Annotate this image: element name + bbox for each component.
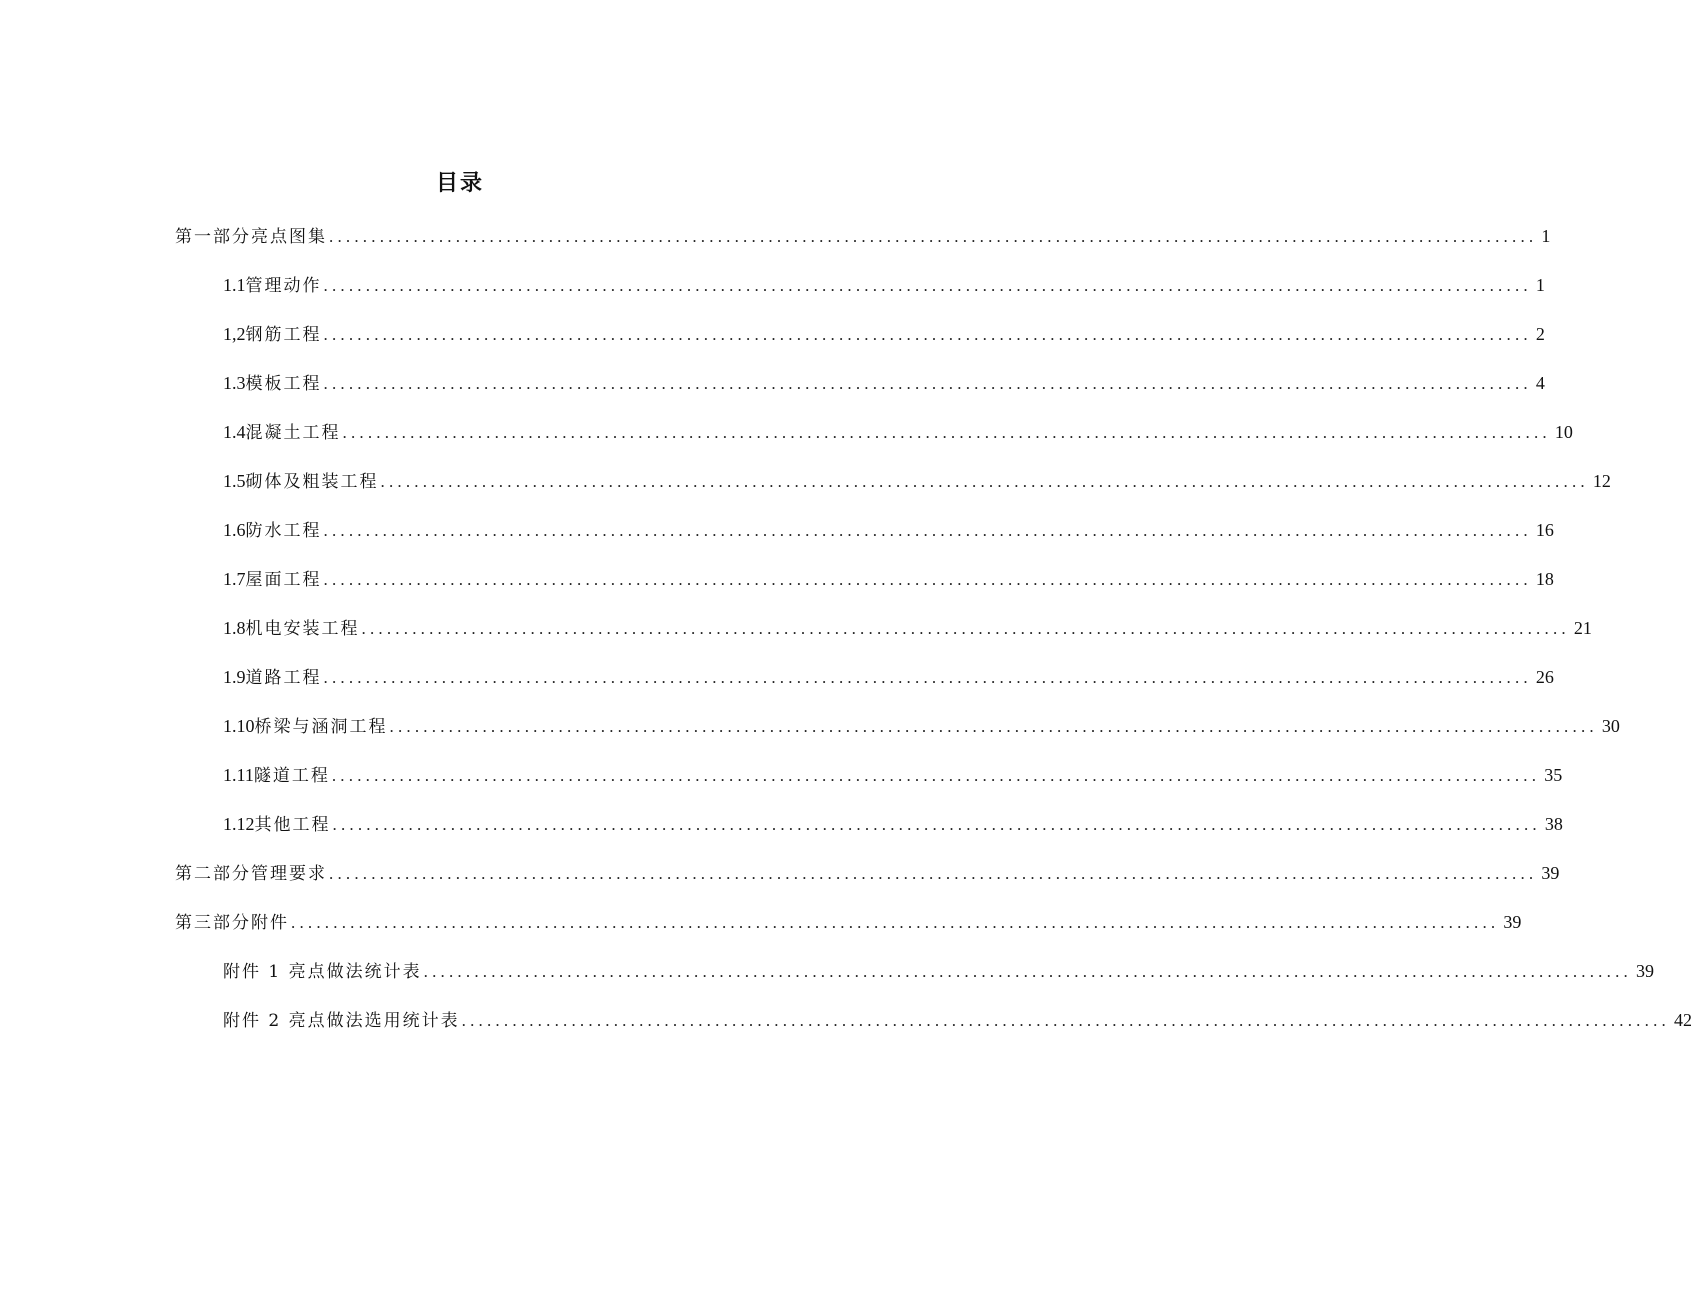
toc-entry-label: 第三部分附件 — [175, 913, 289, 933]
section-number: 1.1 — [223, 275, 246, 295]
section-number: 1.6 — [223, 520, 246, 540]
section-number: 1.7 — [223, 569, 246, 589]
toc-entry-label: 隧道工程 — [253, 766, 330, 786]
toc-entry-section[interactable] — [223, 369, 1545, 395]
toc-entry-page: 42 — [1673, 1010, 1692, 1030]
toc-entry-page: 39 — [1541, 863, 1560, 883]
dot-leader: ............................................................................................................................................... — [329, 227, 1538, 246]
dot-leader: ............................................................................................................................................... — [291, 913, 1500, 932]
dot-leader: ............................................................................................................................................... — [323, 668, 1532, 687]
toc-entry-attachment-1[interactable] — [223, 957, 1654, 983]
toc-entry-label: 桥梁与涵洞工程 — [254, 717, 388, 737]
section-number: 1.4 — [223, 422, 246, 442]
toc-entry-label: 附件 1 亮点做法统计表 — [223, 962, 422, 982]
dot-leader: ............................................................................................................................................... — [331, 766, 1541, 785]
toc-entry-section[interactable] — [223, 516, 1554, 542]
toc-entry-part1[interactable] — [175, 222, 1551, 248]
toc-entry-page: 30 — [1601, 716, 1620, 736]
toc-entry-label: 钢筋工程 — [245, 325, 322, 345]
toc-entry-page: 10 — [1554, 422, 1573, 442]
section-number: 1.12 — [223, 814, 255, 834]
dot-leader: ............................................................................................................................................... — [332, 815, 1541, 834]
toc-entry-page: 1 — [1535, 275, 1545, 295]
toc-entry-attachment-2[interactable] — [223, 1006, 1692, 1032]
section-number: 1.9 — [223, 667, 246, 687]
toc-entry-section[interactable] — [223, 761, 1563, 787]
toc-entry-page: 39 — [1503, 912, 1522, 932]
page-title: 目录 — [435, 171, 484, 196]
toc-entry-page: 12 — [1592, 471, 1611, 491]
section-number: 1.11 — [223, 765, 254, 785]
dot-leader: ............................................................................................................................................... — [323, 325, 1532, 344]
toc-entry-label: 防水工程 — [245, 521, 322, 541]
toc-entry-section[interactable] — [223, 320, 1545, 346]
section-number: 1.8 — [223, 618, 246, 638]
dot-leader: ............................................................................................................................................... — [380, 472, 1589, 491]
toc-entry-label: 第二部分管理要求 — [175, 864, 327, 884]
section-number: 1.5 — [223, 471, 246, 491]
toc-entry-label: 第一部分亮点图集 — [175, 227, 327, 247]
toc-entry-label: 砌体及粗装工程 — [245, 472, 379, 492]
dot-leader: ............................................................................................................................................... — [323, 374, 1532, 393]
toc-entry-label: 道路工程 — [245, 668, 322, 688]
toc-entry-section[interactable] — [223, 614, 1592, 640]
toc-entry-page: 39 — [1635, 961, 1654, 981]
section-number: 1.10 — [223, 716, 255, 736]
toc-entry-label: 机电安装工程 — [245, 619, 360, 639]
toc-entry-label: 附件 2 亮点做法选用统计表 — [223, 1011, 460, 1031]
toc-entry-page: 2 — [1535, 324, 1545, 344]
dot-leader: ............................................................................................................................................... — [323, 570, 1532, 589]
dot-leader: ............................................................................................................................................... — [461, 1011, 1670, 1030]
section-number: 1,2 — [223, 324, 246, 344]
toc-entry-part3[interactable] — [175, 908, 1522, 934]
toc-entry-section[interactable] — [223, 663, 1554, 689]
toc-entry-label: 混凝土工程 — [245, 423, 341, 443]
toc-entry-label: 其他工程 — [254, 815, 331, 835]
dot-leader: ............................................................................................................................................... — [323, 521, 1532, 540]
toc-entry-section[interactable] — [223, 712, 1620, 738]
dot-leader: ............................................................................................................................................... — [329, 864, 1538, 883]
toc-entry-part2[interactable] — [175, 859, 1560, 885]
dot-leader: ............................................................................................................................................... — [361, 619, 1570, 638]
toc-entry-page: 4 — [1535, 373, 1545, 393]
dot-leader: ............................................................................................................................................... — [323, 276, 1532, 295]
dot-leader: ............................................................................................................................................... — [342, 423, 1551, 442]
toc-entry-page: 1 — [1541, 226, 1551, 246]
toc-entry-label: 屋面工程 — [245, 570, 322, 590]
toc-entry-page: 38 — [1544, 814, 1563, 834]
toc-entry-section[interactable] — [223, 565, 1554, 591]
toc-entry-section[interactable] — [223, 271, 1545, 297]
toc-entry-section[interactable] — [223, 467, 1611, 493]
toc-entry-page: 21 — [1573, 618, 1592, 638]
toc-entry-label: 管理动作 — [245, 276, 322, 296]
dot-leader: ............................................................................................................................................... — [423, 962, 1632, 981]
toc-entry-section[interactable] — [223, 418, 1573, 444]
toc-entry-section[interactable] — [223, 810, 1563, 836]
section-number: 1.3 — [223, 373, 246, 393]
toc-entry-page: 26 — [1535, 667, 1554, 687]
dot-leader: ............................................................................................................................................... — [389, 717, 1598, 736]
toc-entry-page: 35 — [1544, 765, 1563, 785]
toc-entry-page: 16 — [1535, 520, 1554, 540]
toc-entry-label: 模板工程 — [245, 374, 322, 394]
toc-entry-page: 18 — [1535, 569, 1554, 589]
